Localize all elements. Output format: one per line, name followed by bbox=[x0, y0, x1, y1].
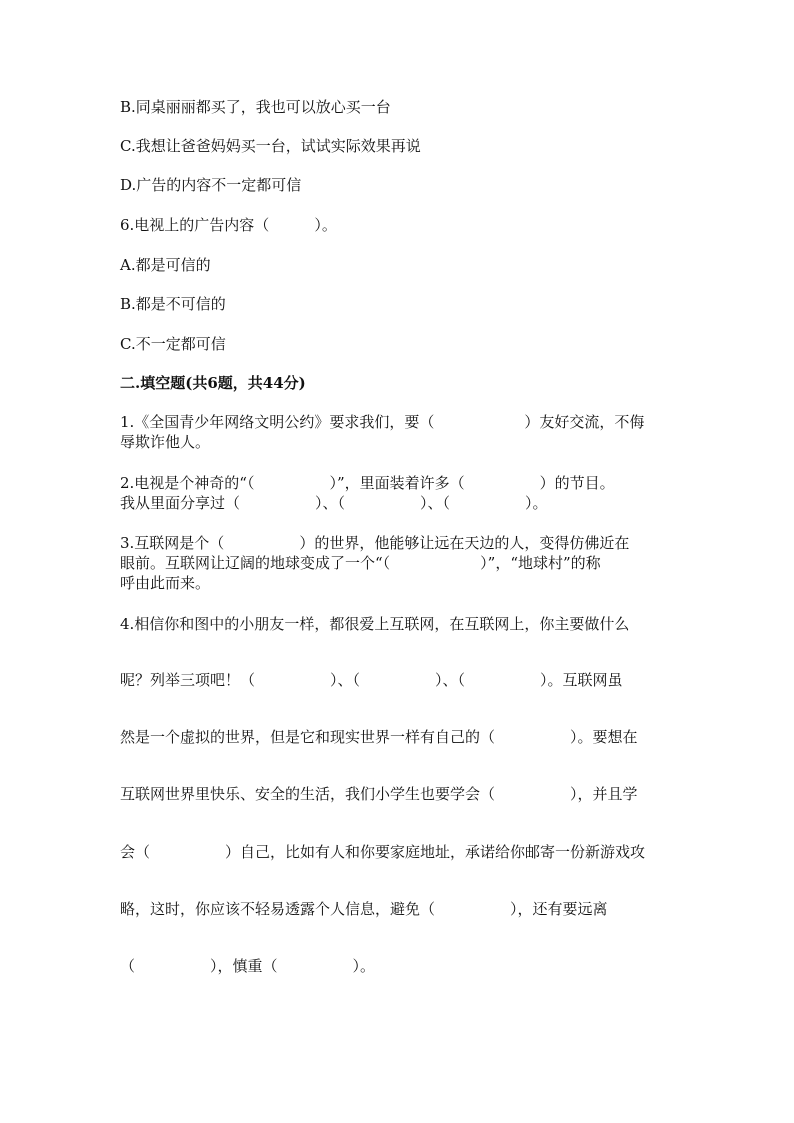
fill-question-4-line-5: 会（ ）自己，比如有人和你要家庭地址，承诺给你邮寄一份新游戏攻 bbox=[120, 843, 646, 861]
fill-question-1-line-2: 辱欺诈他人。 bbox=[120, 433, 211, 451]
fill-question-4-line-3: 然是一个虚拟的世界，但是它和现实世界一样有自己的（ ）。要想在 bbox=[120, 728, 638, 746]
option-5d: D.广告的内容不一定都可信 bbox=[120, 176, 302, 194]
section-heading-fill-in: 二.填空题(共6题，共44分) bbox=[120, 374, 306, 392]
fill-question-2-line-1: 2.电视是个神奇的“（ ）”，里面装着许多（ ）的节目。 bbox=[120, 474, 615, 492]
option-5b: B.同桌丽丽都买了，我也可以放心买一台 bbox=[120, 98, 391, 116]
option-5c: C.我想让爸爸妈妈买一台，试试实际效果再说 bbox=[120, 137, 421, 155]
fill-question-2-line-2: 我从里面分享过（ ）、（ ）、（ ）。 bbox=[120, 494, 548, 512]
fill-question-4-line-1: 4.相信你和图中的小朋友一样，都很爱上互联网，在互联网上，你主要做什么 bbox=[120, 615, 630, 633]
fill-question-4-line-2: 呢？列举三项吧！（ ）、（ ）、（ ）。互联网虽 bbox=[120, 671, 623, 689]
fill-question-1-line-1: 1.《全国青少年网络文明公约》要求我们，要（ ）友好交流，不侮 bbox=[120, 413, 645, 431]
option-6c: C.不一定都可信 bbox=[120, 335, 226, 353]
fill-question-4-line-4: 互联网世界里快乐、安全的生活，我们小学生也要学会（ ），并且学 bbox=[120, 785, 638, 803]
question-6: 6.电视上的广告内容（ ）。 bbox=[120, 216, 337, 234]
fill-question-3-line-2: 眼前。互联网让辽阔的地球变成了一个“（ ）”，“地球村”的称 bbox=[120, 554, 601, 572]
option-6b: B.都是不可信的 bbox=[120, 295, 226, 313]
fill-question-4-line-6: 略，这时，你应该不轻易透露个人信息，避免（ ），还有要远离 bbox=[120, 900, 608, 918]
fill-question-3-line-1: 3.互联网是个（ ）的世界，他能够让远在天边的人，变得仿佛近在 bbox=[120, 534, 630, 552]
fill-question-4-line-7: （ ），慎重（ ）。 bbox=[120, 957, 376, 975]
option-6a: A.都是可信的 bbox=[120, 256, 211, 274]
fill-question-3-line-3: 呼由此而来。 bbox=[120, 574, 211, 592]
